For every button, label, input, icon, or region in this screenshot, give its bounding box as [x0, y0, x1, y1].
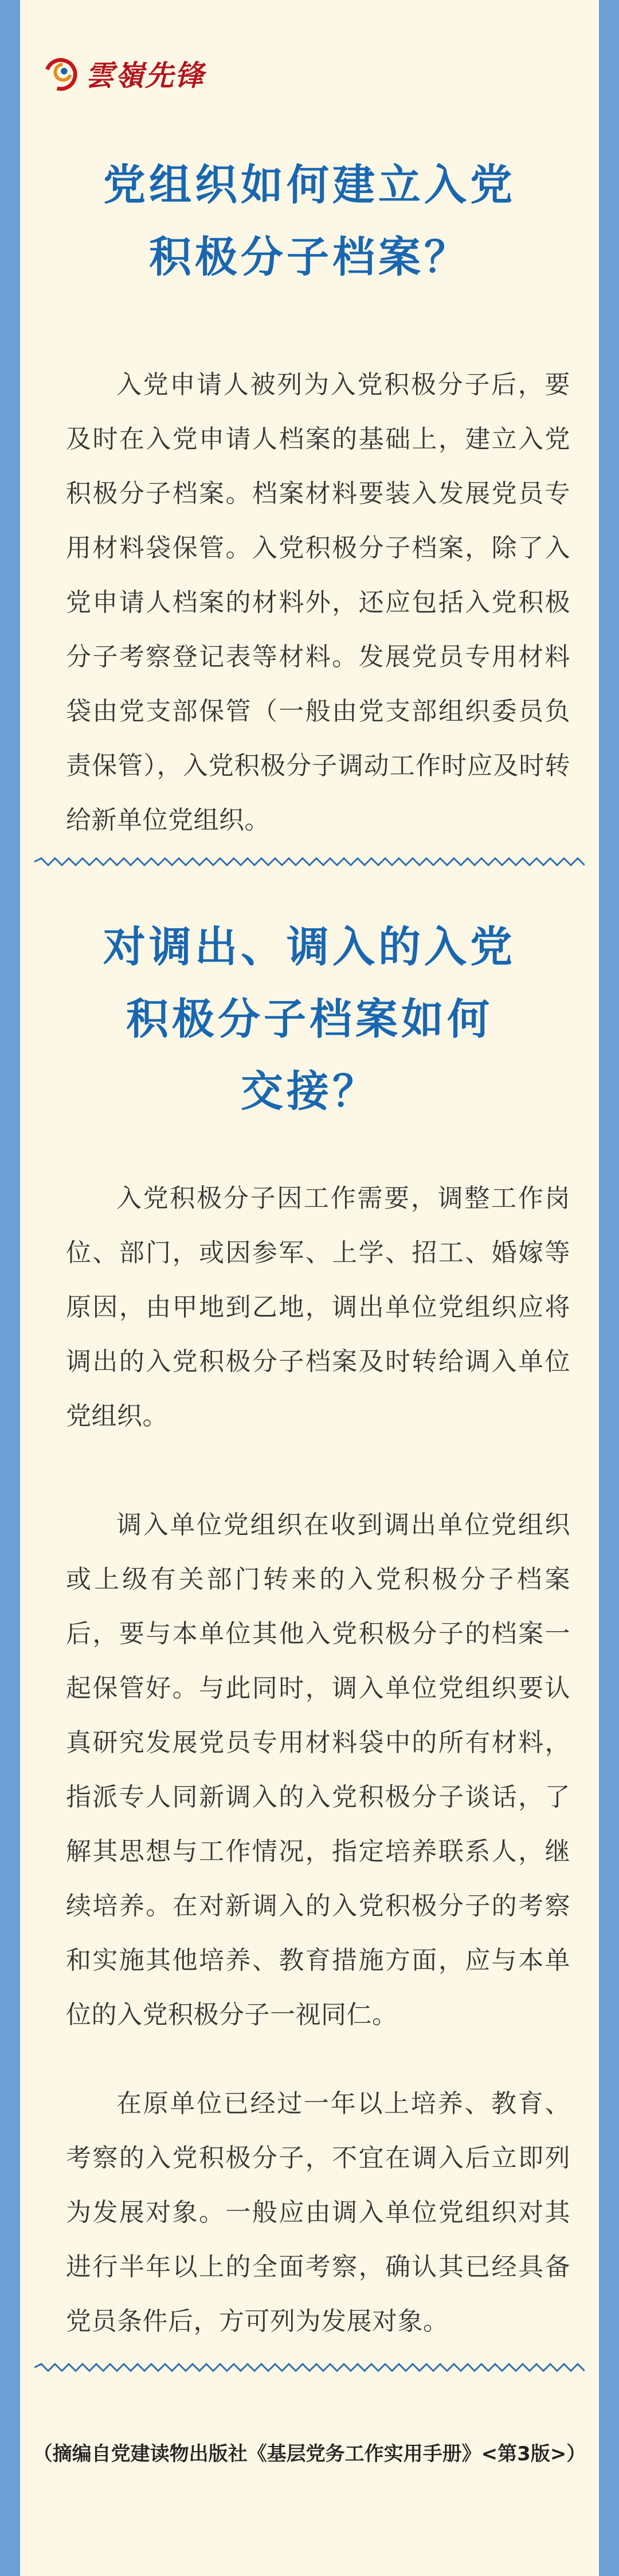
paragraph: 调入单位党组织在收到调出单位党组织或上级有关部门转来的入党积极分子档案后，要与本单位其他入党积极分子的档案一起保管好。与此同时，调入单位党组织要认真研究发展党员专用材料袋中的所有材料，指派专人同新调入的入党积极分子谈话，了解其思想与工作情况，指定培养联系人，继续培养。在对新调入的入党积极分子的考察和实施其他培养、教育措施方面，应与本单位的入党积极分子一视同仁。 [66, 1510, 570, 2029]
wave-divider [34, 2361, 585, 2374]
paragraph: 在原单位已经过一年以上培养、教育、考察的入党积极分子，不宜在调入后立即列为发展对象。一般应由调入单位党组织对其进行半年以上的全面考察，确认其已经具备党员条件后，方可列为发展对象。 [66, 2089, 570, 2336]
title-line: 积极分子档案？ [149, 233, 470, 282]
article-card [20, 0, 599, 2576]
paragraph: 入党申请人被列为入党积极分子后，要及时在入党申请人档案的基础上，建立入党积极分子档案。档案材料要装入发展党员专用材料袋保管。入党积极分子档案，除了入党申请人档案的材料外，还应包括入党积极分子考察登记表等材料。发展党员专用材料袋由党支部保管（一般由党支部组织委员负责保管），入党积极分子调动工作时应及时转给新单位党组织。 [66, 370, 570, 835]
section-title-1 [20, 149, 599, 293]
wave-divider [34, 855, 585, 869]
swirl-logo-icon [44, 56, 80, 91]
title-line: 党组织如何建立入党 [103, 160, 516, 210]
brand-logo[interactable] [44, 50, 205, 96]
title-line: 积极分子档案如何 [126, 995, 493, 1044]
logo-text: 雲嶺先锋 [85, 58, 205, 92]
title-line: 对调出、调入的入党 [103, 922, 516, 972]
section-title-2 [20, 911, 599, 1128]
title-line: 交接？ [241, 1067, 378, 1116]
source-citation: （摘编自党建读物出版社《基层党务工作实用手册》<第3版>） [33, 2443, 586, 2465]
paragraph: 入党积极分子因工作需要，调整工作岗位、部门，或因参军、上学、招工、婚嫁等原因，由甲地到乙地，调出单位党组织应将调出的入党积极分子档案及时转给调入单位党组织。 [66, 1184, 570, 1431]
